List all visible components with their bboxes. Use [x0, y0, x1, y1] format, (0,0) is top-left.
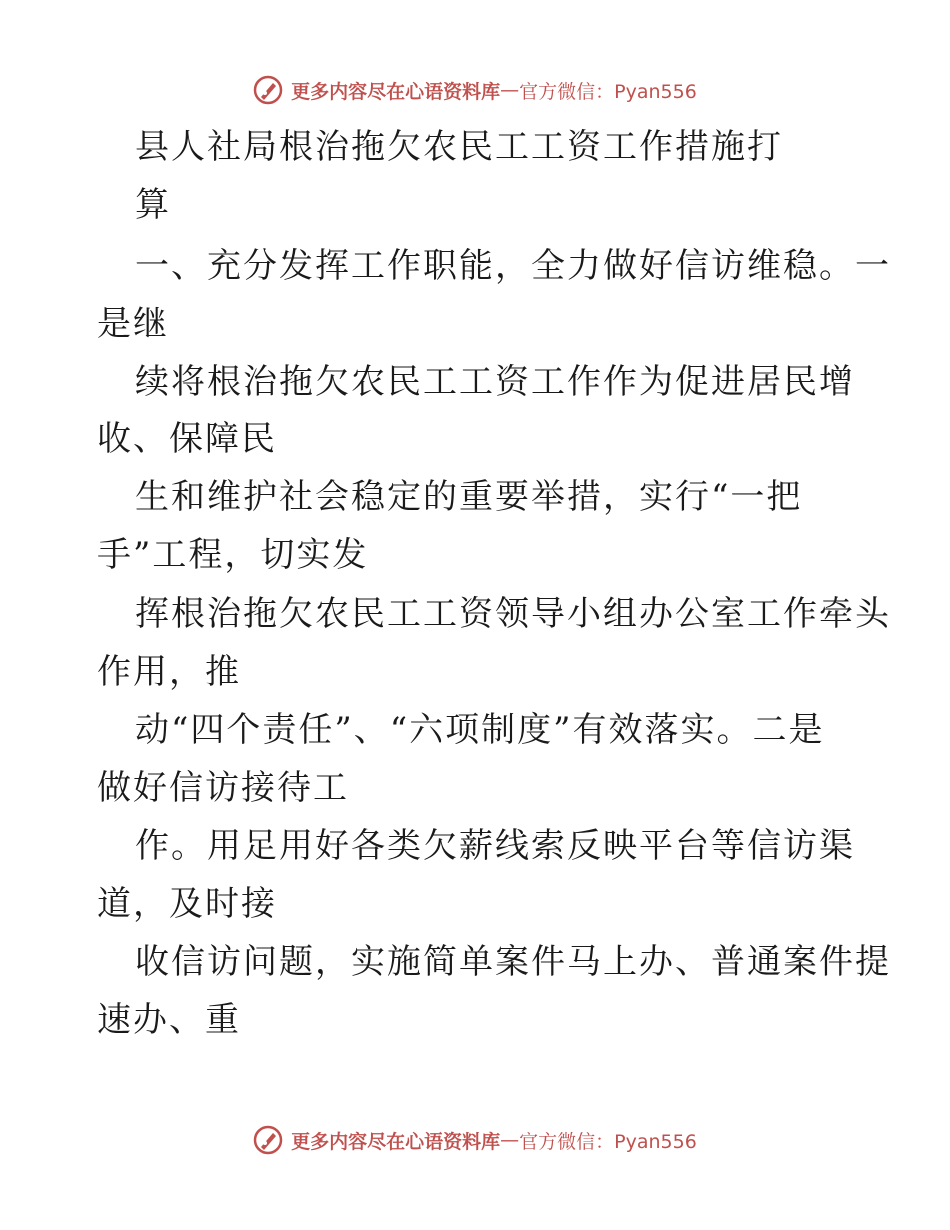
doc-line: 收、保障民: [97, 419, 277, 459]
doc-line: 算: [135, 185, 171, 225]
doc-line: 速办、重: [97, 1000, 241, 1040]
doc-line: 作用，推: [97, 652, 241, 692]
doc-line: 一、充分发挥工作职能，全力做好信访维稳。一: [135, 246, 891, 286]
doc-line: 手”工程，切实发: [97, 535, 369, 575]
pen-logo-icon: [253, 75, 283, 105]
doc-line: 收信访问题，实施简单案件马上办、普通案件提: [135, 942, 891, 982]
doc-line: 道，及时接: [97, 884, 277, 924]
doc-line: 续将根治拖欠农民工工资工作作为促进居民增: [135, 362, 855, 402]
doc-line: 是继: [97, 304, 169, 344]
doc-line: 生和维护社会稳定的重要举措，实行“一把: [135, 477, 803, 517]
watermark-main-text: 更多内容尽在心语资料库: [291, 1130, 501, 1153]
doc-line: 做好信访接待工: [97, 768, 349, 808]
watermark-wechat: 官方微信：Pyan556: [519, 1130, 697, 1153]
watermark-separator: —: [500, 79, 520, 101]
doc-line: 作。用足用好各类欠薪线索反映平台等信访渠: [135, 826, 855, 866]
footer-watermark: [0, 1120, 950, 1160]
doc-line: 动“四个责任”、“六项制度”有效落实。二是: [135, 710, 825, 750]
doc-line: 挥根治拖欠农民工工资领导小组办公室工作牵头: [135, 594, 891, 634]
watermark-separator: —: [500, 1129, 520, 1151]
header-watermark: [0, 70, 950, 110]
watermark-wechat: 官方微信：Pyan556: [519, 80, 697, 103]
watermark-main-text: 更多内容尽在心语资料库: [291, 80, 501, 103]
doc-line: 县人社局根治拖欠农民工工资工作措施打: [135, 127, 783, 167]
pen-logo-icon: [253, 1125, 283, 1155]
